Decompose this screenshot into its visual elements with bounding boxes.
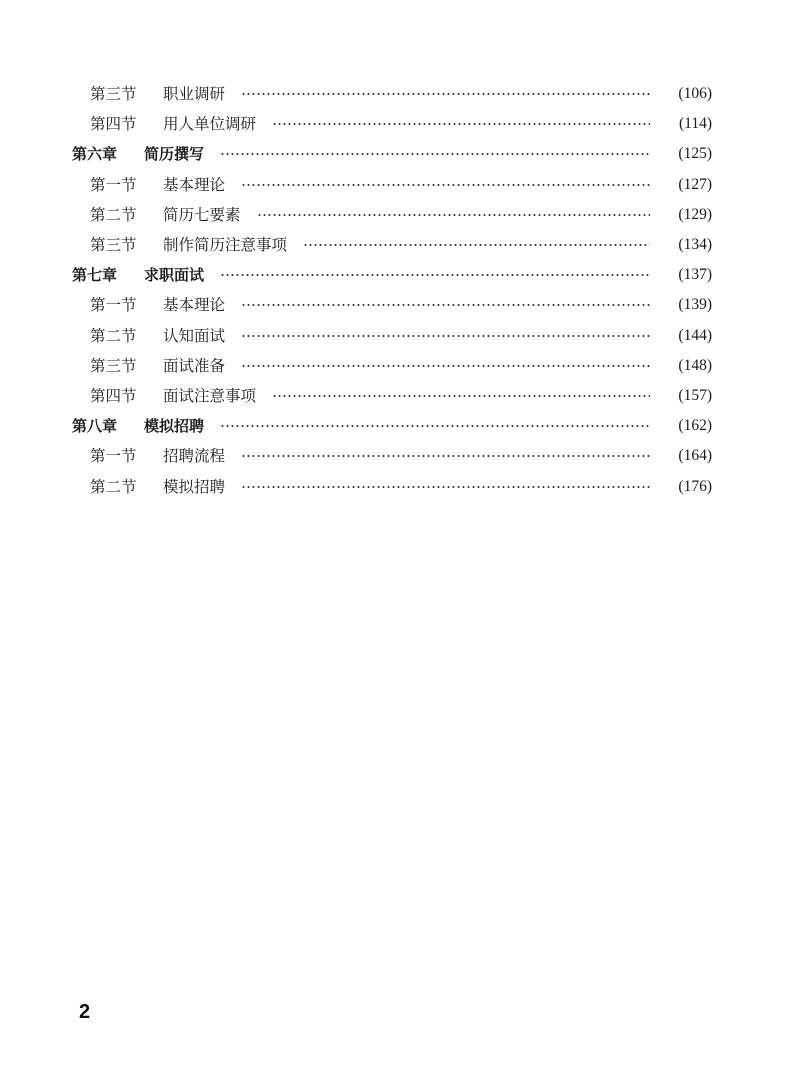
dot-leader (241, 455, 650, 457)
dot-leader (241, 486, 650, 488)
entry-title: 简历七要素 (163, 205, 241, 224)
toc-entry-section[interactable] (72, 79, 712, 109)
entry-page: (134) (678, 236, 712, 254)
entry-title: 基本理论 (163, 175, 226, 194)
entry-page: (162) (678, 417, 712, 435)
entry-page: (114) (679, 115, 712, 133)
entry-page: (139) (678, 296, 712, 314)
toc-entry-section[interactable] (72, 471, 712, 501)
entry-page: (125) (678, 145, 712, 163)
entry-title: 面试注意事项 (163, 386, 257, 405)
toc-entry-section[interactable] (72, 230, 712, 260)
entry-number: 第三节 (90, 356, 137, 375)
entry-page: (164) (678, 447, 712, 465)
dot-leader (272, 395, 650, 397)
dot-leader (241, 365, 650, 367)
table-of-contents (72, 79, 712, 502)
entry-page: (129) (678, 205, 712, 223)
entry-page: (176) (678, 477, 712, 495)
entry-number: 第一节 (90, 296, 137, 315)
entry-title: 模拟招聘 (163, 477, 226, 496)
entry-title: 职业调研 (163, 85, 226, 104)
dot-leader (220, 425, 650, 427)
entry-title: 制作简历注意事项 (163, 236, 288, 255)
dot-leader (303, 244, 650, 246)
entry-number: 第二节 (90, 477, 137, 496)
dot-leader (257, 214, 650, 216)
entry-number: 第四节 (90, 115, 137, 134)
toc-entry-section[interactable] (72, 109, 712, 139)
dot-leader (241, 184, 650, 186)
toc-entry-section[interactable] (72, 351, 712, 381)
entry-title: 求职面试 (144, 266, 205, 285)
entry-number: 第三节 (90, 85, 137, 104)
dot-leader (272, 123, 650, 125)
entry-number: 第二节 (90, 205, 137, 224)
toc-entry-chapter[interactable] (72, 139, 712, 169)
entry-page: (148) (678, 356, 712, 374)
toc-entry-chapter[interactable] (72, 411, 712, 441)
entry-title: 基本理论 (163, 296, 226, 315)
entry-title: 认知面试 (163, 326, 226, 345)
entry-title: 用人单位调研 (163, 115, 257, 134)
toc-entry-section[interactable] (72, 200, 712, 230)
entry-number: 第七章 (72, 266, 118, 285)
toc-entry-section[interactable] (72, 441, 712, 471)
entry-number: 第三节 (90, 236, 137, 255)
entry-page: (137) (678, 266, 712, 284)
toc-entry-section[interactable] (72, 321, 712, 351)
entry-number: 第六章 (72, 145, 118, 164)
dot-leader (220, 153, 650, 155)
entry-page: (106) (678, 85, 712, 103)
toc-entry-section[interactable] (72, 381, 712, 411)
dot-leader (241, 304, 650, 306)
entry-page: (157) (678, 386, 712, 404)
entry-page: (127) (678, 175, 712, 193)
dot-leader (241, 93, 650, 95)
entry-number: 第一节 (90, 175, 137, 194)
dot-leader (220, 274, 650, 276)
entry-number: 第一节 (90, 447, 137, 466)
page-number: 2 (79, 1001, 91, 1023)
entry-title: 模拟招聘 (144, 417, 205, 436)
entry-title: 面试准备 (163, 356, 226, 375)
entry-page: (144) (678, 326, 712, 344)
entry-number: 第二节 (90, 326, 137, 345)
entry-number: 第四节 (90, 386, 137, 405)
dot-leader (241, 335, 650, 337)
toc-entry-section[interactable] (72, 170, 712, 200)
toc-entry-chapter[interactable] (72, 260, 712, 290)
toc-entry-section[interactable] (72, 290, 712, 320)
entry-title: 简历撰写 (144, 145, 205, 164)
entry-title: 招聘流程 (163, 447, 226, 466)
entry-number: 第八章 (72, 417, 118, 436)
